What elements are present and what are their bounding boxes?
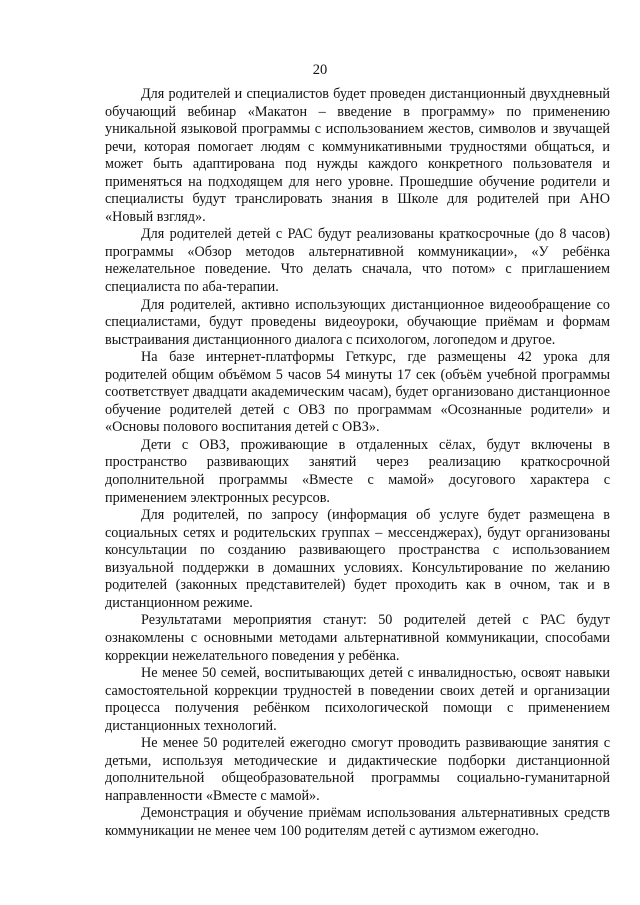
- paragraph-demonstration: Демонстрация и обучение приёмам использования альтернативных средств коммуникации не менее чем 100 родителям детей с аутизмом ежегодно.: [105, 805, 610, 839]
- paragraph-results-families: Не менее 50 семей, воспитывающих детей с инвалидностью, освоят навыки самостоятельной коррекции трудностей в поведении своих детей и организации процесса получения ребёнком психологической помощи с применением дистанционных технологий.: [105, 665, 610, 734]
- paragraph-short-programs: Для родителей детей с РАС будут реализованы краткосрочные (до 8 часов) программы «Обзор методов альтернативной коммуникации», «У ребёнка нежелательное поведение. Что делать сначала, что потом» с приглашением специалиста по аба-терапии.: [105, 226, 610, 296]
- paragraph-results-parents: Не менее 50 родителей ежегодно смогут проводить развивающие занятия с детьми, используя методические и дидактические подборки дистанционной дополнительной общеобразовательной программы социально-гуманитарной направленности «Вместе с мамой».: [105, 735, 610, 804]
- paragraph-getcourse-platform: На базе интернет-платформы Геткурс, где размещены 42 урока для родителей общим объёмом 5 часов 54 минуты 17 сек (объём учебной программы соответствует двадцати академическим часам), будет организовано дистанционное обучение родителей детей с ОВЗ по программам «Осознанные родители» и «Основы полового воспитания детей с ОВЗ».: [105, 349, 610, 436]
- paragraph-results-asd: Результатами мероприятия станут: 50 родителей детей с РАС будут ознакомлены с основными методами альтернативной коммуникации, способами коррекции нежелательного поведения у ребёнка.: [105, 612, 610, 664]
- page-number: 20: [312, 62, 328, 78]
- paragraph-makaton-webinar: Для родителей и специалистов будет проведен дистанционный двухдневный обучающий вебинар «Макатон – введение в программу» по применению уникальной языковой программы с использованием жестов, символов и звучащей речи, которая помогает людям с коммуникативными трудностями общаться, и может быть адаптирована под нужды каждого конкретного пользователя и применяться на подходящем для него уровне. Прошедшие обучение родители и специалисты будут транслировать знания в Школе для родителей при АНО «Новый взгляд».: [105, 86, 610, 225]
- document-body: [105, 86, 610, 841]
- paragraph-rural-children: Дети с ОВЗ, проживающие в отдаленных сёлах, будут включены в пространство развивающих занятий через реализацию краткосрочной дополнительной программы «Вместе с мамой» досугового характера с применением электронных ресурсов.: [105, 436, 610, 506]
- paragraph-consultations: Для родителей, по запросу (информация об услуге будет размещена в социальных сетях и родительских группах – мессенджерах), будут организованы консультации по созданию развивающего пространства с использованием визуальной поддержки в домашних условиях. Консультирование по желанию родителей (законных представителей) будет проходить как в очном, так и в дистанционном режиме.: [105, 507, 610, 611]
- paragraph-video-lessons: Для родителей, активно использующих дистанционное видеообращение со специалистами, будут проведены видеоуроки, обучающие приёмам и формам выстраивания дистанционного диалога с психологом, логопедом и другое.: [105, 296, 610, 348]
